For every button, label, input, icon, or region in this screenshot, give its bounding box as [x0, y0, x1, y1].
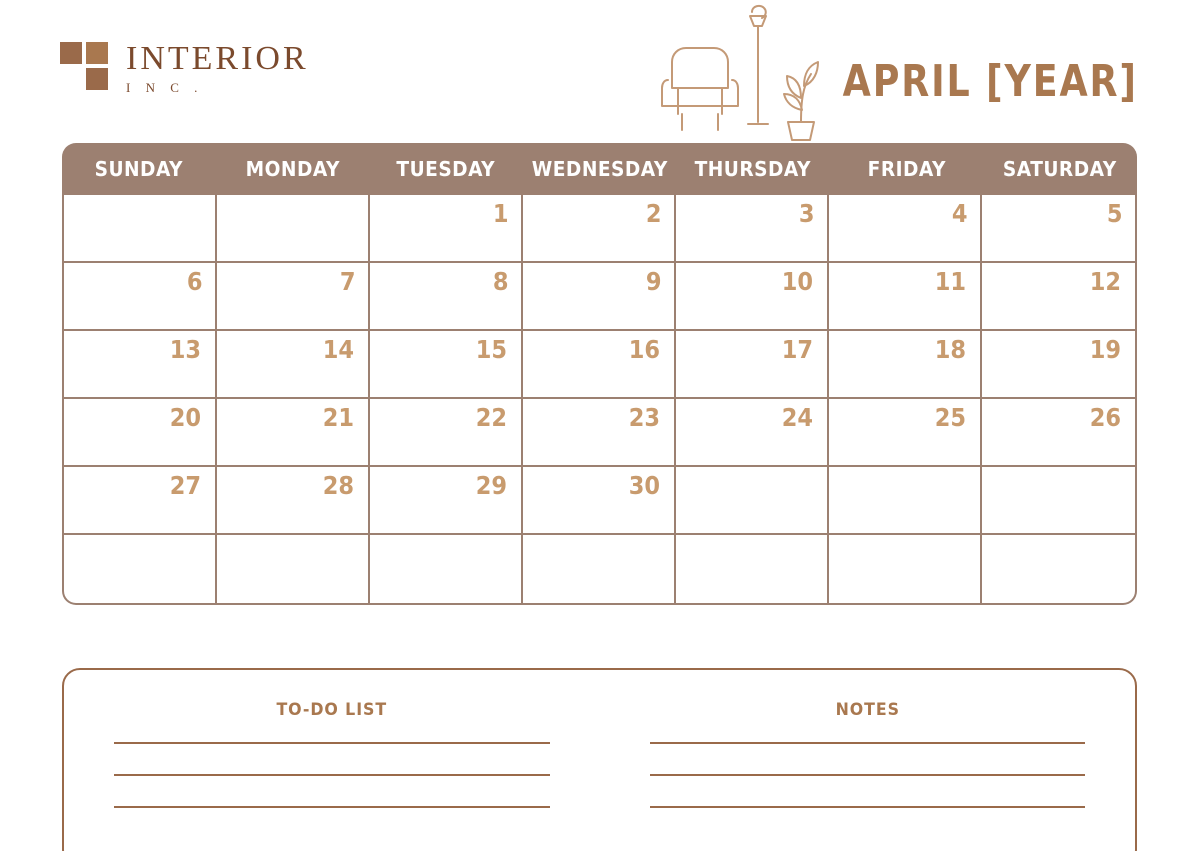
day-cell[interactable]	[523, 467, 676, 535]
day-cell[interactable]	[676, 331, 829, 399]
day-cell[interactable]	[523, 263, 676, 331]
day-cell[interactable]	[676, 263, 829, 331]
day-number: 23	[628, 403, 661, 432]
day-number: 11	[934, 267, 967, 296]
day-cell[interactable]	[676, 535, 829, 603]
day-cell[interactable]	[64, 331, 217, 399]
day-number: 12	[1089, 267, 1122, 296]
logo-square-3	[60, 68, 82, 90]
day-cell[interactable]	[64, 399, 217, 467]
page-header	[0, 0, 1200, 140]
day-number: 28	[322, 471, 355, 500]
brand-text	[126, 42, 309, 94]
day-cell[interactable]	[370, 331, 523, 399]
calendar-grid	[62, 143, 1137, 605]
armchair-lamp-plant-illustration	[660, 2, 840, 142]
day-cell[interactable]	[64, 195, 217, 263]
day-cell[interactable]	[370, 535, 523, 603]
week-row	[64, 399, 1135, 467]
day-cell[interactable]	[982, 331, 1135, 399]
notes-title: NOTES	[835, 700, 900, 720]
weekday-saturday: SATURDAY	[1003, 157, 1118, 181]
week-row	[64, 331, 1135, 399]
notes-line[interactable]	[650, 742, 1086, 744]
day-number: 21	[322, 403, 355, 432]
day-cell[interactable]	[64, 467, 217, 535]
notes-section	[600, 700, 1136, 851]
day-cell[interactable]	[217, 263, 370, 331]
day-number: 10	[781, 267, 814, 296]
day-cell[interactable]	[370, 399, 523, 467]
day-number: 4	[951, 199, 968, 228]
day-number: 2	[645, 199, 662, 228]
day-number: 15	[475, 335, 508, 364]
day-cell[interactable]	[982, 535, 1135, 603]
day-cell[interactable]	[523, 195, 676, 263]
week-row	[64, 467, 1135, 535]
logo-square-4	[86, 68, 108, 90]
day-number: 6	[186, 267, 203, 296]
day-number: 14	[322, 335, 355, 364]
day-cell[interactable]	[370, 195, 523, 263]
day-number: 25	[934, 403, 967, 432]
weekday-wednesday: WEDNESDAY	[531, 157, 668, 181]
day-cell[interactable]	[523, 535, 676, 603]
day-cell[interactable]	[982, 263, 1135, 331]
day-number: 22	[475, 403, 508, 432]
day-cell[interactable]	[829, 263, 982, 331]
page-title: APRIL [YEAR]	[842, 56, 1138, 107]
day-cell[interactable]	[676, 399, 829, 467]
todo-list-section	[64, 700, 600, 851]
weekday-tuesday: TUESDAY	[396, 157, 496, 181]
four-square-logo-icon	[60, 42, 112, 94]
weekday-sunday: SUNDAY	[94, 157, 183, 181]
todo-line[interactable]	[114, 806, 550, 808]
day-cell[interactable]	[217, 535, 370, 603]
brand-name: INTERIOR	[126, 40, 309, 77]
weekday-thursday: THURSDAY	[694, 157, 812, 181]
day-number: 9	[645, 267, 662, 296]
weekday-header-row	[62, 143, 1137, 195]
day-cell[interactable]	[676, 467, 829, 535]
day-number: 1	[492, 199, 509, 228]
day-number: 16	[628, 335, 661, 364]
day-cell[interactable]	[370, 467, 523, 535]
day-number: 17	[781, 335, 814, 364]
todo-line[interactable]	[114, 774, 550, 776]
day-number: 30	[628, 471, 661, 500]
day-number: 3	[798, 199, 815, 228]
day-cell[interactable]	[64, 263, 217, 331]
day-cell[interactable]	[217, 467, 370, 535]
day-cell[interactable]	[829, 467, 982, 535]
logo-square-1	[60, 42, 82, 64]
day-number: 27	[169, 471, 202, 500]
weekday-monday: MONDAY	[245, 157, 340, 181]
day-number: 20	[169, 403, 202, 432]
day-cell[interactable]	[217, 331, 370, 399]
brand-sub: I N C .	[126, 80, 204, 95]
day-number: 19	[1089, 335, 1122, 364]
day-cell[interactable]	[829, 535, 982, 603]
day-cell[interactable]	[829, 399, 982, 467]
weekday-friday: FRIDAY	[867, 157, 946, 181]
notes-panel	[62, 668, 1137, 851]
day-cell[interactable]	[217, 195, 370, 263]
day-number: 5	[1106, 199, 1123, 228]
day-cell[interactable]	[523, 331, 676, 399]
day-cell[interactable]	[829, 331, 982, 399]
day-number: 8	[492, 267, 509, 296]
day-cell[interactable]	[370, 263, 523, 331]
day-cell[interactable]	[829, 195, 982, 263]
day-cell[interactable]	[982, 399, 1135, 467]
day-number: 18	[934, 335, 967, 364]
day-number: 29	[475, 471, 508, 500]
notes-line[interactable]	[650, 806, 1086, 808]
brand-logo	[60, 42, 309, 94]
todo-list-title: TO-DO LIST	[276, 700, 388, 720]
day-number: 13	[169, 335, 202, 364]
day-number: 7	[339, 267, 356, 296]
week-row	[64, 195, 1135, 263]
todo-line[interactable]	[114, 742, 550, 744]
day-number: 26	[1089, 403, 1122, 432]
logo-square-2	[86, 42, 108, 64]
calendar-weeks	[62, 195, 1137, 605]
week-row	[64, 535, 1135, 603]
day-cell[interactable]	[64, 535, 217, 603]
notes-line[interactable]	[650, 774, 1086, 776]
day-cell[interactable]	[523, 399, 676, 467]
day-cell[interactable]	[676, 195, 829, 263]
day-cell[interactable]	[982, 195, 1135, 263]
day-cell[interactable]	[217, 399, 370, 467]
day-cell[interactable]	[982, 467, 1135, 535]
day-number: 24	[781, 403, 814, 432]
week-row	[64, 263, 1135, 331]
